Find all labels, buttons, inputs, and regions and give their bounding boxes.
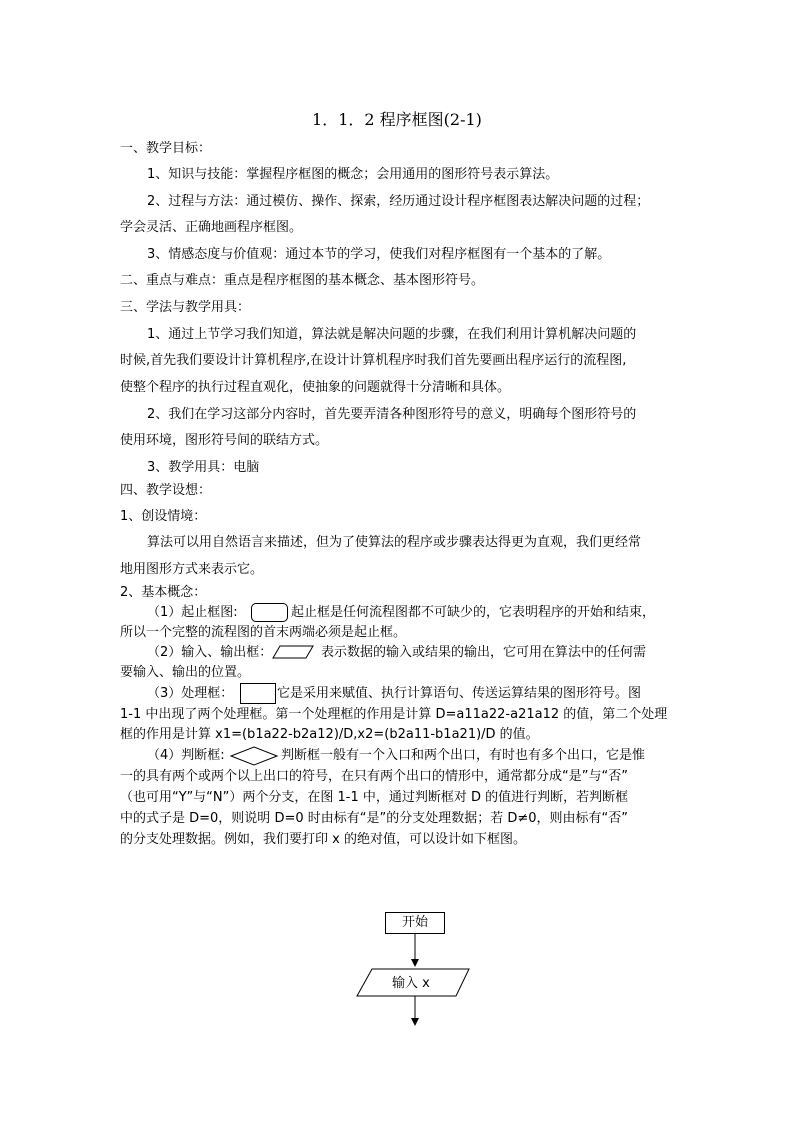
concept-1-text: 起止框是任何流程图都不可缺少的，它表明程序的开始和结束， (291, 605, 656, 620)
method-2-line2: 使用环境，图形符号间的联结方式。 (120, 433, 329, 448)
concept-4-line3: （也可用“Y”与“N”）两个分支，在图 1-1 中，通过判断框对 D 的值进行判断，若判断框 (120, 790, 629, 805)
concept-3-line3: 框的作用是计算 x1=(b1a22-b2a12)/D,x2=(b2a11-b1a21)/D 的值。 (120, 727, 539, 742)
method-1-line3: 使整个程序的执行过程直观化，使抽象的问题就得十分清晰和具体。 (120, 380, 511, 395)
flowchart-start-label: 开始 (401, 915, 428, 930)
concept-4-line4: 中的式子是 D=0，则说明 D=0 时由标有“是”的分支处理数据；若 D≠0，则由标有“否” (120, 811, 628, 826)
concept-4-line2: 一的具有两个或两个以上出口的符号，在只有两个出口的情形中，通常都分成“是”与“否” (120, 769, 628, 784)
method-2-line1: 2、我们在学习这部分内容时，首先要弄清各种图形符号的意义，明确每个图形符号的 (147, 407, 637, 422)
concept-3-label: （3）处理框： (147, 686, 234, 701)
concept-4-label: （4）判断框: (147, 748, 225, 763)
page-title: 1．1．2 程序框图(2-1) (312, 110, 482, 129)
concept-3-line2: 1-1 中出现了两个处理框。第一个处理框的作用是计算 D=a11a22-a21a12 的值，第二个处理 (120, 707, 668, 722)
goal-3: 3、情感态度与价值观：通过本节的学习，使我们对程序框图有一个基本的了解。 (147, 247, 611, 262)
concept-3-text: 它是采用来赋值、执行计算语句、传送运算结果的图形符号。图 (277, 686, 642, 701)
scenario-line1: 算法可以用自然语言来描述，但为了使算法的程序或步骤表达得更为直观，我们更经常 (147, 535, 642, 550)
concept-2-text: 表示数据的输入或结果的输出，它可用在算法中的任何需 (321, 645, 647, 660)
goal-2-line2: 学会灵活、正确地画程序框图。 (120, 220, 303, 235)
concept-2-label: （2）输入、输出框： (147, 645, 273, 660)
flowchart-input-label: 输入 x (392, 976, 430, 991)
goal-1: 1、知识与技能：掌握程序框图的概念；会用通用的图形符号表示算法。 (147, 167, 559, 182)
method-1-line2: 时候,首先我们要设计计算机程序,在设计计算机程序时我们首先要画出程序运行的流程图, (120, 353, 627, 368)
goals-heading: 一、教学目标： (120, 141, 212, 156)
concept-4-line5: 的分支处理数据。例如，我们要打印 x 的绝对值，可以设计如下框图。 (120, 832, 526, 847)
design-heading: 四、教学设想： (120, 483, 212, 498)
concept-2-line2: 要输入、输出的位置。 (120, 665, 251, 680)
concept-4-text: 判断框一般有一个入口和两个出口，有时也有多个出口，它是惟 (281, 748, 646, 763)
concept-1-line2: 所以一个完整的流程图的首末两端必须是起止框。 (120, 625, 407, 640)
method-1-line1: 1、通过上节学习我们知道，算法就是解决问题的步骤，在我们利用计算机解决问题的 (147, 327, 637, 342)
methods-heading: 三、学法与教学用具： (120, 300, 251, 315)
method-3: 3、教学用具：电脑 (147, 460, 260, 475)
concepts-heading: 2、基本概念： (120, 585, 207, 600)
goal-2-line1: 2、过程与方法：通过模仿、操作、探索，经历通过设计程序框图表达解决问题的过程； (147, 194, 650, 209)
scenario-line2: 地用图形方式来表示它。 (120, 562, 264, 577)
scenario-heading: 1、创设情境： (120, 509, 207, 524)
key-points: 二、重点与难点：重点是程序框图的基本概念、基本图形符号。 (120, 273, 485, 288)
concept-1-label: （1）起止框图: (147, 605, 238, 620)
